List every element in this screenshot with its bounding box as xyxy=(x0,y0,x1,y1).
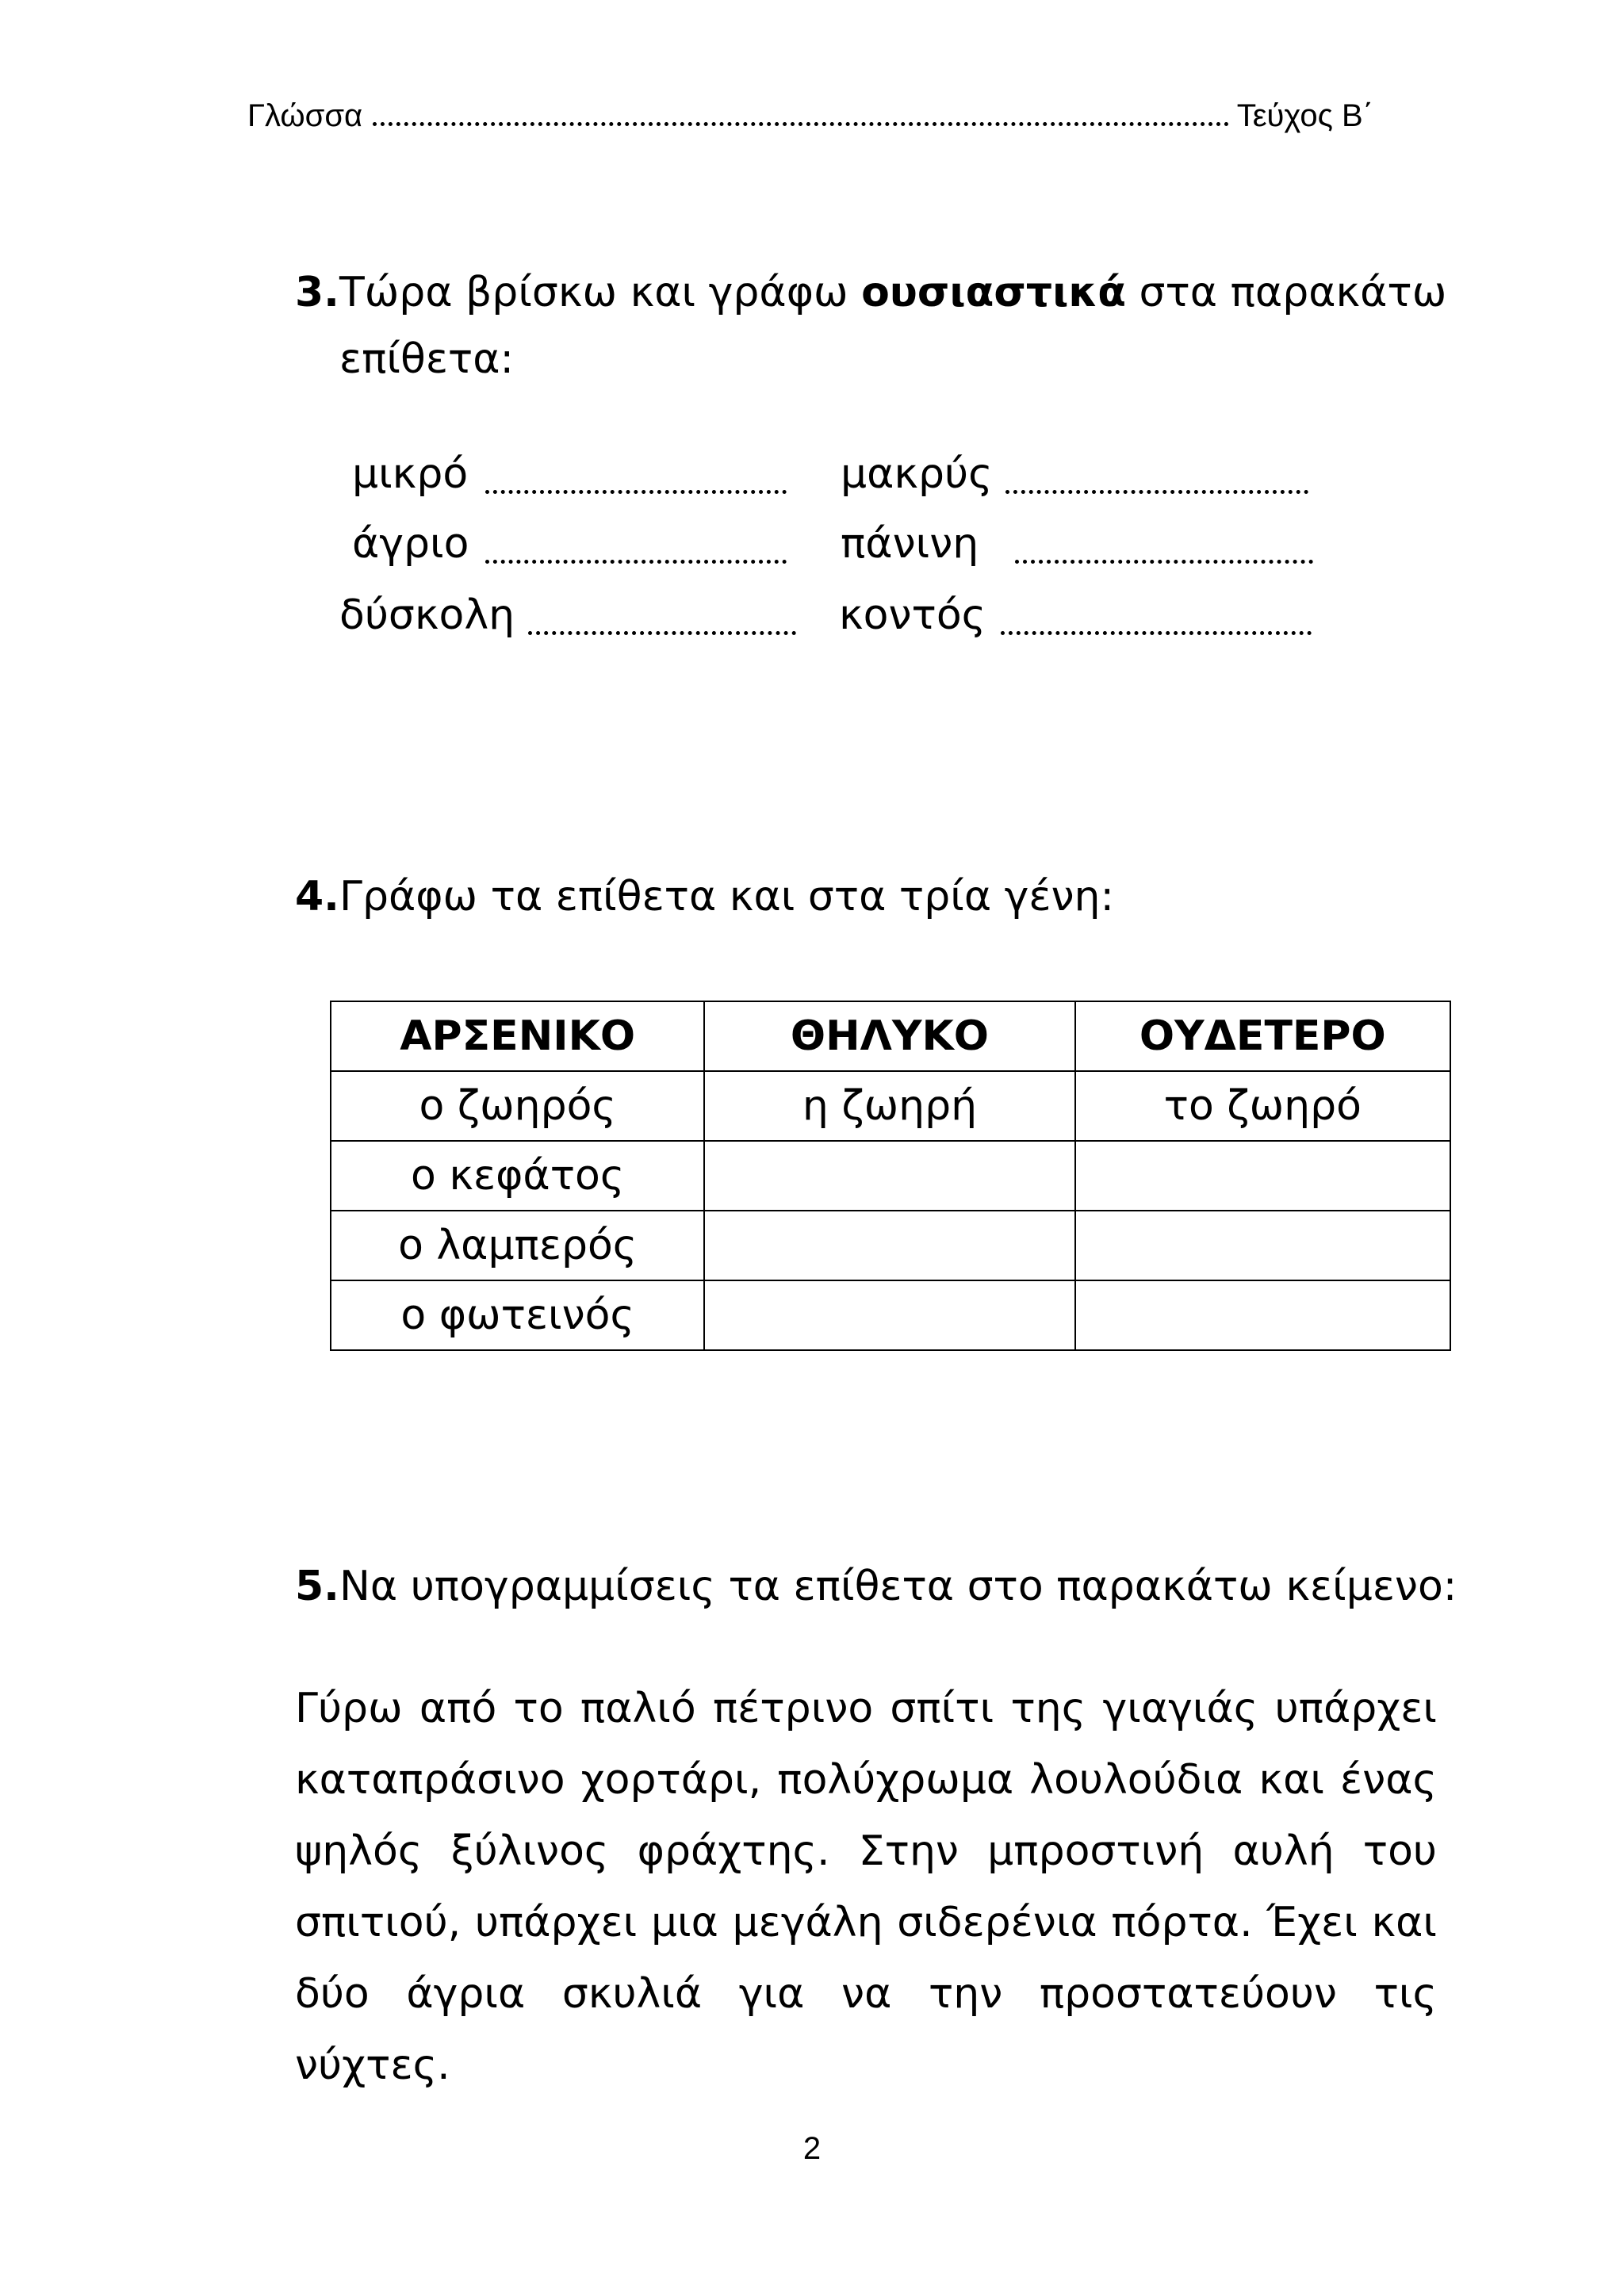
word-makrys: μακρύς xyxy=(841,450,993,498)
exercise-3-text-after: στα παρακάτω xyxy=(1126,269,1447,316)
exercise-3-heading-line2: επίθετα: xyxy=(339,335,515,383)
exercise-3-text-bold: ουσιαστικά xyxy=(861,269,1127,316)
table-row xyxy=(331,1280,1450,1350)
table-header-row xyxy=(331,1001,1450,1071)
cell-feminine-blank[interactable] xyxy=(704,1211,1074,1280)
gender-table xyxy=(330,1001,1451,1351)
header-neuter: ΟΥΔΕΤΕΡΟ xyxy=(1075,1001,1450,1071)
exercise-5-text: Να υπογραμμίσεις τα επίθετα στο παρακάτω κείμενο: xyxy=(339,1563,1457,1610)
cell-neuter: το ζωηρό xyxy=(1075,1071,1450,1141)
exercise-3-heading xyxy=(295,258,1446,327)
cell-neuter-blank[interactable] xyxy=(1075,1141,1450,1211)
table-row xyxy=(331,1211,1450,1280)
header-issue: Τεύχος Β΄ xyxy=(1236,98,1373,133)
table-row xyxy=(331,1141,1450,1211)
exercise-3-number: 3. xyxy=(295,269,339,316)
cell-feminine-blank[interactable] xyxy=(704,1280,1074,1350)
answer-blank-panini[interactable] xyxy=(1015,560,1313,564)
answer-blank-mikro[interactable] xyxy=(485,490,787,494)
word-mikro: μικρό xyxy=(352,450,469,498)
exercise-3-text-before: Τώρα βρίσκω και γράφω xyxy=(339,269,862,316)
exercise-4-number: 4. xyxy=(295,873,339,920)
cell-feminine: η ζωηρή xyxy=(704,1071,1074,1141)
header-feminine: ΘΗΛΥΚΟ xyxy=(704,1001,1074,1071)
page-header xyxy=(247,98,1373,138)
header-dotted-leader xyxy=(373,122,1229,126)
exercise-5-heading xyxy=(295,1552,1457,1621)
word-dyskoli: δύσκολη xyxy=(339,591,515,639)
exercise-5-number: 5. xyxy=(295,1563,339,1610)
table-row xyxy=(331,1071,1450,1141)
page-number: 2 xyxy=(802,2131,822,2166)
cell-masculine: ο φωτεινός xyxy=(331,1280,704,1350)
header-subject: Γλώσσα xyxy=(247,98,363,133)
word-panini: πάνινη xyxy=(841,520,979,568)
exercise-4-text: Γράφω τα επίθετα και στα τρία γένη: xyxy=(339,873,1115,920)
header-masculine: ΑΡΣΕΝΙΚΟ xyxy=(331,1001,704,1071)
word-kontos: κοντός xyxy=(839,591,986,639)
cell-neuter-blank[interactable] xyxy=(1075,1211,1450,1280)
answer-blank-kontos[interactable] xyxy=(1001,631,1312,635)
cell-masculine: ο κεφάτος xyxy=(331,1141,704,1211)
cell-feminine-blank[interactable] xyxy=(704,1141,1074,1211)
cell-neuter-blank[interactable] xyxy=(1075,1280,1450,1350)
answer-blank-dyskoli[interactable] xyxy=(528,631,796,635)
cell-masculine: ο ζωηρός xyxy=(331,1071,704,1141)
exercise-4-heading xyxy=(295,863,1114,931)
exercise-5-paragraph: Γύρω από το παλιό πέτρινο σπίτι της γιαγιάς υπάρχει καταπράσινο χορτάρι, πολύχρωμα λουλούδια και ένας ψηλός ξύλινος φράχτης. Στην μπροστινή αυλή του σπιτιού, υπάρχει μια μεγάλη σιδερένια πόρτα. Έχει και δύο άγρια σκυλιά για να την προστατεύουν τις νύχτες. xyxy=(295,1685,1437,2089)
word-agrio: άγριο xyxy=(352,520,469,568)
cell-masculine: ο λαμπερός xyxy=(331,1211,704,1280)
answer-blank-makrys[interactable] xyxy=(1005,490,1308,494)
answer-blank-agrio[interactable] xyxy=(485,560,787,564)
